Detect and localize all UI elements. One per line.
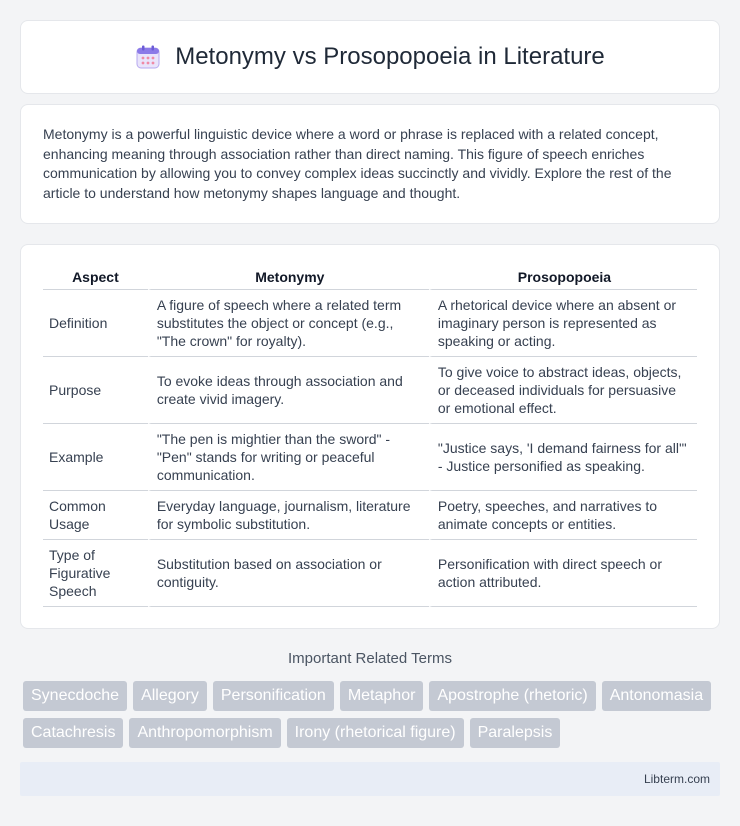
page-title: Metonymy vs Prosopopoeia in Literature — [175, 43, 605, 70]
table-row — [43, 424, 697, 491]
row-label: Type of Figurative Speech — [43, 540, 148, 607]
tag-irony[interactable]: Irony (rhetorical figure) — [287, 718, 464, 748]
row-label: Common Usage — [43, 491, 148, 540]
tag-allegory[interactable]: Allegory — [133, 681, 207, 711]
comparison-table — [43, 265, 697, 607]
tag-synecdoche[interactable]: Synecdoche — [23, 681, 127, 711]
prosopopoeia-cell: "Justice says, 'I demand fairness for all'" - Justice personified as speaking. — [429, 424, 697, 491]
tag-metaphor[interactable]: Metaphor — [340, 681, 424, 711]
table-header-row — [43, 265, 697, 290]
row-label: Example — [43, 424, 148, 491]
intro-text: Metonymy is a powerful linguistic device where a word or phrase is replaced with a related concept, enhancing meaning through association rather than direct naming. This figure of speech enriches communication by allowing you to convey complex ideas succinctly and vividly. Explore the rest of the article to understand how metonymy shapes language and thought. — [43, 126, 672, 201]
header-card — [20, 20, 720, 94]
intro-card — [20, 104, 720, 224]
prosopopoeia-cell: To give voice to abstract ideas, objects, or deceased individuals for persuasive or emotional effect. — [429, 357, 697, 424]
related-terms-title: Important Related Terms — [288, 650, 452, 667]
table-row — [43, 357, 697, 424]
comparison-table-card — [20, 244, 720, 629]
calendar-icon — [135, 44, 161, 70]
footer — [20, 762, 720, 796]
table-row — [43, 491, 697, 540]
footer-site-link[interactable]: Libterm.com — [643, 772, 710, 786]
metonymy-cell: Substitution based on association or contiguity. — [148, 540, 429, 607]
metonymy-cell: To evoke ideas through association and create vivid imagery. — [148, 357, 429, 424]
related-terms-list — [23, 681, 723, 748]
row-label: Purpose — [43, 357, 148, 424]
prosopopoeia-cell: Poetry, speeches, and narratives to animate concepts or entities. — [429, 491, 697, 540]
row-label: Definition — [43, 290, 148, 357]
header — [135, 43, 605, 71]
metonymy-cell: Everyday language, journalism, literature for symbolic substitution. — [148, 491, 429, 540]
prosopopoeia-cell: A rhetorical device where an absent or imaginary person is represented as speaking or acting. — [429, 290, 697, 357]
tag-paralepsis[interactable]: Paralepsis — [470, 718, 561, 748]
tag-anthropomorphism[interactable]: Anthropomorphism — [129, 718, 280, 748]
metonymy-cell: A figure of speech where a related term substitutes the object or concept (e.g., "The crown" for royalty). — [148, 290, 429, 357]
column-header-aspect: Aspect — [43, 265, 148, 290]
tag-antonomasia[interactable]: Antonomasia — [602, 681, 711, 711]
table-row — [43, 290, 697, 357]
tag-apostrophe[interactable]: Apostrophe (rhetoric) — [429, 681, 595, 711]
column-header-metonymy: Metonymy — [148, 265, 429, 290]
tag-personification[interactable]: Personification — [213, 681, 334, 711]
prosopopoeia-cell: Personification with direct speech or action attributed. — [429, 540, 697, 607]
metonymy-cell: "The pen is mightier than the sword" - "Pen" stands for writing or peaceful communication. — [148, 424, 429, 491]
table-row — [43, 540, 697, 607]
tag-catachresis[interactable]: Catachresis — [23, 718, 123, 748]
column-header-prosopopoeia: Prosopopoeia — [429, 265, 697, 290]
